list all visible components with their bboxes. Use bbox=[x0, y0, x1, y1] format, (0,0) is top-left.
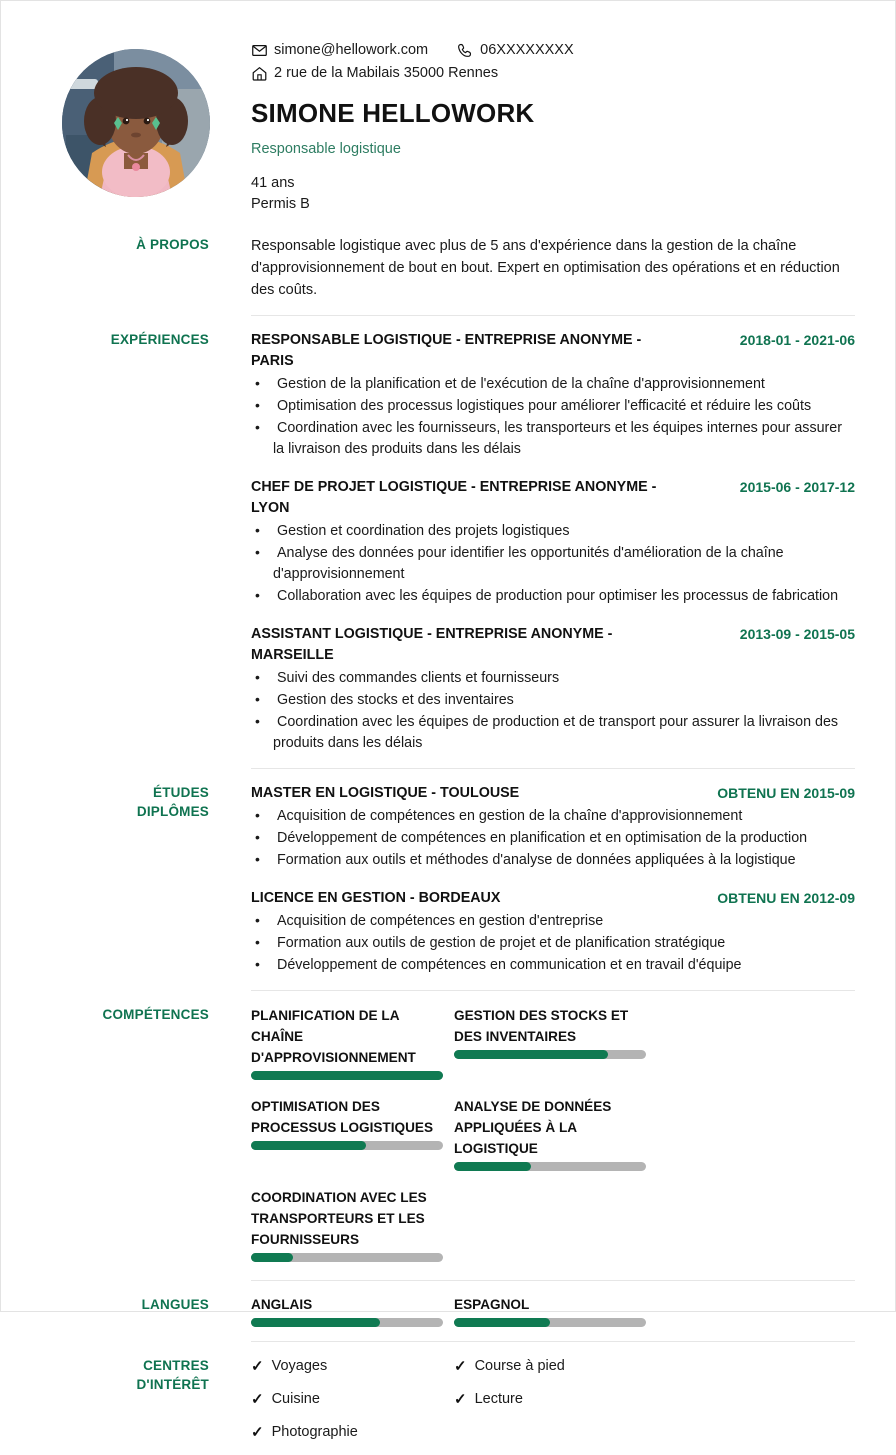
language-bar bbox=[251, 1318, 443, 1327]
contact-row-address bbox=[251, 62, 855, 84]
language-bar-fill bbox=[454, 1318, 550, 1327]
section-languages bbox=[1, 1295, 895, 1327]
skill-name: GESTION DES STOCKS ET DES INVENTAIRES bbox=[454, 1008, 629, 1044]
section-skills bbox=[1, 1005, 895, 1278]
check-icon: ✓ bbox=[251, 1391, 264, 1408]
skill-bar-fill bbox=[251, 1253, 293, 1262]
email-group[interactable] bbox=[251, 39, 428, 61]
experience-date: 2015-06 - 2017-12 bbox=[739, 479, 855, 495]
section-label-about: À PROPOS bbox=[136, 237, 209, 252]
phone-group[interactable] bbox=[457, 39, 574, 61]
list-item: • Acquisition de compétences en gestion d'entreprise bbox=[251, 910, 855, 932]
interests-grid bbox=[251, 1356, 855, 1455]
skill-item bbox=[251, 1096, 454, 1171]
skill-item bbox=[454, 1096, 657, 1171]
phone-icon bbox=[457, 42, 473, 58]
list-item: • Coordination avec les fournisseurs, les transporteurs et les équipes internes pour assurer la livraison des produits dans les délais bbox=[251, 417, 855, 460]
check-icon: ✓ bbox=[251, 1424, 264, 1441]
section-label-skills: COMPÉTENCES bbox=[102, 1007, 209, 1022]
section-education bbox=[1, 783, 895, 976]
entry-head bbox=[251, 624, 855, 666]
section-label-languages: LANGUES bbox=[141, 1297, 209, 1312]
list-item: • Collaboration avec les équipes de production pour optimiser les processus de fabrication bbox=[251, 585, 855, 607]
language-item bbox=[454, 1295, 657, 1327]
phone-text: 06XXXXXXXX bbox=[480, 42, 574, 58]
list-item: • Acquisition de compétences en gestion de la chaîne d'approvisionnement bbox=[251, 805, 855, 827]
list-item: • Gestion et coordination des projets logistiques bbox=[251, 520, 855, 542]
list-item: • Coordination avec les équipes de production et de transport pour assurer la livraison des produits dans les délais bbox=[251, 711, 855, 754]
home-icon bbox=[251, 65, 267, 81]
interest-label: Course à pied bbox=[474, 1358, 565, 1374]
education-date: OBTENU EN 2015-09 bbox=[717, 785, 855, 801]
entry-head bbox=[251, 330, 855, 372]
divider-experiences bbox=[251, 768, 855, 769]
section-label-interests-line2: D'INTÉRÊT bbox=[136, 1377, 209, 1392]
skill-item bbox=[251, 1005, 454, 1080]
skill-bar bbox=[454, 1050, 646, 1059]
language-name: ANGLAIS bbox=[251, 1297, 313, 1312]
language-item bbox=[251, 1295, 454, 1327]
entry-head bbox=[251, 888, 855, 909]
licence-text: Permis B bbox=[251, 196, 310, 212]
language-bar bbox=[454, 1318, 646, 1327]
check-icon: ✓ bbox=[454, 1391, 467, 1408]
skills-grid bbox=[251, 1005, 855, 1278]
interest-item bbox=[251, 1389, 454, 1410]
languages-grid bbox=[251, 1295, 855, 1327]
education-date: OBTENU EN 2012-09 bbox=[717, 890, 855, 906]
skill-name: ANALYSE DE DONNÉES APPLIQUÉES À LA LOGISTIQUE bbox=[454, 1099, 612, 1156]
avatar bbox=[62, 49, 210, 197]
experience-bullets bbox=[251, 520, 855, 607]
list-item: • Développement de compétences en communication et en travail d'équipe bbox=[251, 954, 855, 976]
experiences-body bbox=[231, 330, 855, 754]
check-icon: ✓ bbox=[454, 1358, 467, 1375]
experience-title: ASSISTANT LOGISTIQUE - ENTREPRISE ANONYME - MARSEILLE bbox=[251, 626, 613, 663]
languages-body bbox=[231, 1295, 855, 1327]
list-item: • Gestion des stocks et des inventaires bbox=[251, 689, 855, 711]
interest-item bbox=[454, 1356, 657, 1377]
section-about bbox=[1, 235, 895, 301]
divider-languages bbox=[251, 1341, 855, 1342]
page-title: SIMONE HELLOWORK bbox=[251, 98, 535, 128]
skill-bar-fill bbox=[454, 1162, 531, 1171]
cv-header bbox=[1, 1, 895, 215]
job-title: Responsable logistique bbox=[251, 141, 401, 157]
skill-bar bbox=[454, 1162, 646, 1171]
personal-meta bbox=[251, 173, 855, 215]
skill-bar bbox=[251, 1253, 443, 1262]
section-label-education-line1: ÉTUDES bbox=[153, 785, 209, 800]
skill-bar-fill bbox=[251, 1071, 443, 1080]
email-text: simone@hellowork.com bbox=[274, 42, 429, 58]
experience-bullets bbox=[251, 373, 855, 460]
interests-body bbox=[231, 1356, 855, 1455]
age-text: 41 ans bbox=[251, 175, 295, 191]
experience-bullets bbox=[251, 667, 855, 754]
address-group[interactable] bbox=[251, 62, 498, 84]
skill-name: PLANIFICATION DE LA CHAÎNE D'APPROVISIONNEMENT bbox=[251, 1008, 416, 1065]
experience-entry bbox=[251, 330, 855, 460]
experience-date: 2018-01 - 2021-06 bbox=[739, 332, 855, 348]
skill-bar-fill bbox=[454, 1050, 608, 1059]
education-entry bbox=[251, 888, 855, 976]
skill-bar bbox=[251, 1071, 443, 1080]
skill-item bbox=[454, 1005, 657, 1080]
list-item: • Optimisation des processus logistiques pour améliorer l'efficacité et réduire les coûts bbox=[251, 395, 855, 417]
education-body bbox=[231, 783, 855, 976]
section-label-experiences: EXPÉRIENCES bbox=[110, 332, 209, 347]
interest-label: Voyages bbox=[271, 1358, 328, 1374]
education-bullets bbox=[251, 910, 855, 976]
experience-title: CHEF DE PROJET LOGISTIQUE - ENTREPRISE ANONYME - LYON bbox=[251, 479, 657, 516]
skill-name: OPTIMISATION DES PROCESSUS LOGISTIQUES bbox=[251, 1099, 434, 1135]
envelope-icon bbox=[251, 42, 267, 58]
education-entry bbox=[251, 783, 855, 871]
interest-item bbox=[454, 1389, 657, 1410]
photo-column bbox=[41, 31, 231, 197]
interest-item bbox=[251, 1356, 454, 1377]
list-item: • Suivi des commandes clients et fournisseurs bbox=[251, 667, 855, 689]
education-title: LICENCE EN GESTION - BORDEAUX bbox=[251, 890, 501, 906]
skills-body bbox=[231, 1005, 855, 1278]
skill-bar bbox=[251, 1141, 443, 1150]
list-item: • Formation aux outils de gestion de projet et de planification stratégique bbox=[251, 932, 855, 954]
list-item: • Développement de compétences en planification et en optimisation de la production bbox=[251, 827, 855, 849]
education-title: MASTER EN LOGISTIQUE - TOULOUSE bbox=[251, 785, 520, 801]
section-label-education bbox=[41, 783, 231, 821]
section-experiences bbox=[1, 330, 895, 754]
address-text: 2 rue de la Mabilais 35000 Rennes bbox=[274, 65, 499, 81]
experience-entry bbox=[251, 477, 855, 607]
list-item: • Analyse des données pour identifier les opportunités d'amélioration de la chaîne d'approvisionnement bbox=[251, 542, 855, 585]
header-info bbox=[231, 31, 855, 215]
contact-row-primary bbox=[251, 39, 855, 61]
entry-head bbox=[251, 783, 855, 804]
experience-entry bbox=[251, 624, 855, 754]
divider-skills bbox=[251, 1280, 855, 1281]
interest-label: Cuisine bbox=[271, 1391, 320, 1407]
experience-title: RESPONSABLE LOGISTIQUE - ENTREPRISE ANONYME - PARIS bbox=[251, 332, 642, 369]
about-text: Responsable logistique avec plus de 5 ans d'expérience dans la gestion de la chaîne d'approvisionnement de bout en bout. Expert en optimisation des opérations et en réduction des coûts. bbox=[251, 238, 840, 298]
interest-label: Lecture bbox=[474, 1391, 523, 1407]
skill-name: COORDINATION AVEC LES TRANSPORTEURS ET LES FOURNISSEURS bbox=[251, 1190, 427, 1247]
skill-item bbox=[251, 1187, 454, 1262]
entry-head bbox=[251, 477, 855, 519]
interest-item bbox=[251, 1422, 454, 1443]
education-bullets bbox=[251, 805, 855, 871]
check-icon: ✓ bbox=[251, 1358, 264, 1375]
divider-about bbox=[251, 315, 855, 316]
about-body bbox=[231, 235, 855, 301]
section-label-education-line2: DIPLÔMES bbox=[136, 804, 209, 819]
language-name: ESPAGNOL bbox=[454, 1297, 530, 1312]
experience-date: 2013-09 - 2015-05 bbox=[739, 626, 855, 642]
list-item: • Gestion de la planification et de l'exécution de la chaîne d'approvisionnement bbox=[251, 373, 855, 395]
skill-bar-fill bbox=[251, 1141, 366, 1150]
section-label-interests-line1: CENTRES bbox=[143, 1358, 209, 1373]
section-interests bbox=[1, 1356, 895, 1455]
list-item: • Formation aux outils et méthodes d'analyse de données appliquées à la logistique bbox=[251, 849, 855, 871]
interest-label: Photographie bbox=[271, 1424, 358, 1440]
divider-education bbox=[251, 990, 855, 991]
section-label-interests bbox=[41, 1356, 231, 1394]
language-bar-fill bbox=[251, 1318, 380, 1327]
